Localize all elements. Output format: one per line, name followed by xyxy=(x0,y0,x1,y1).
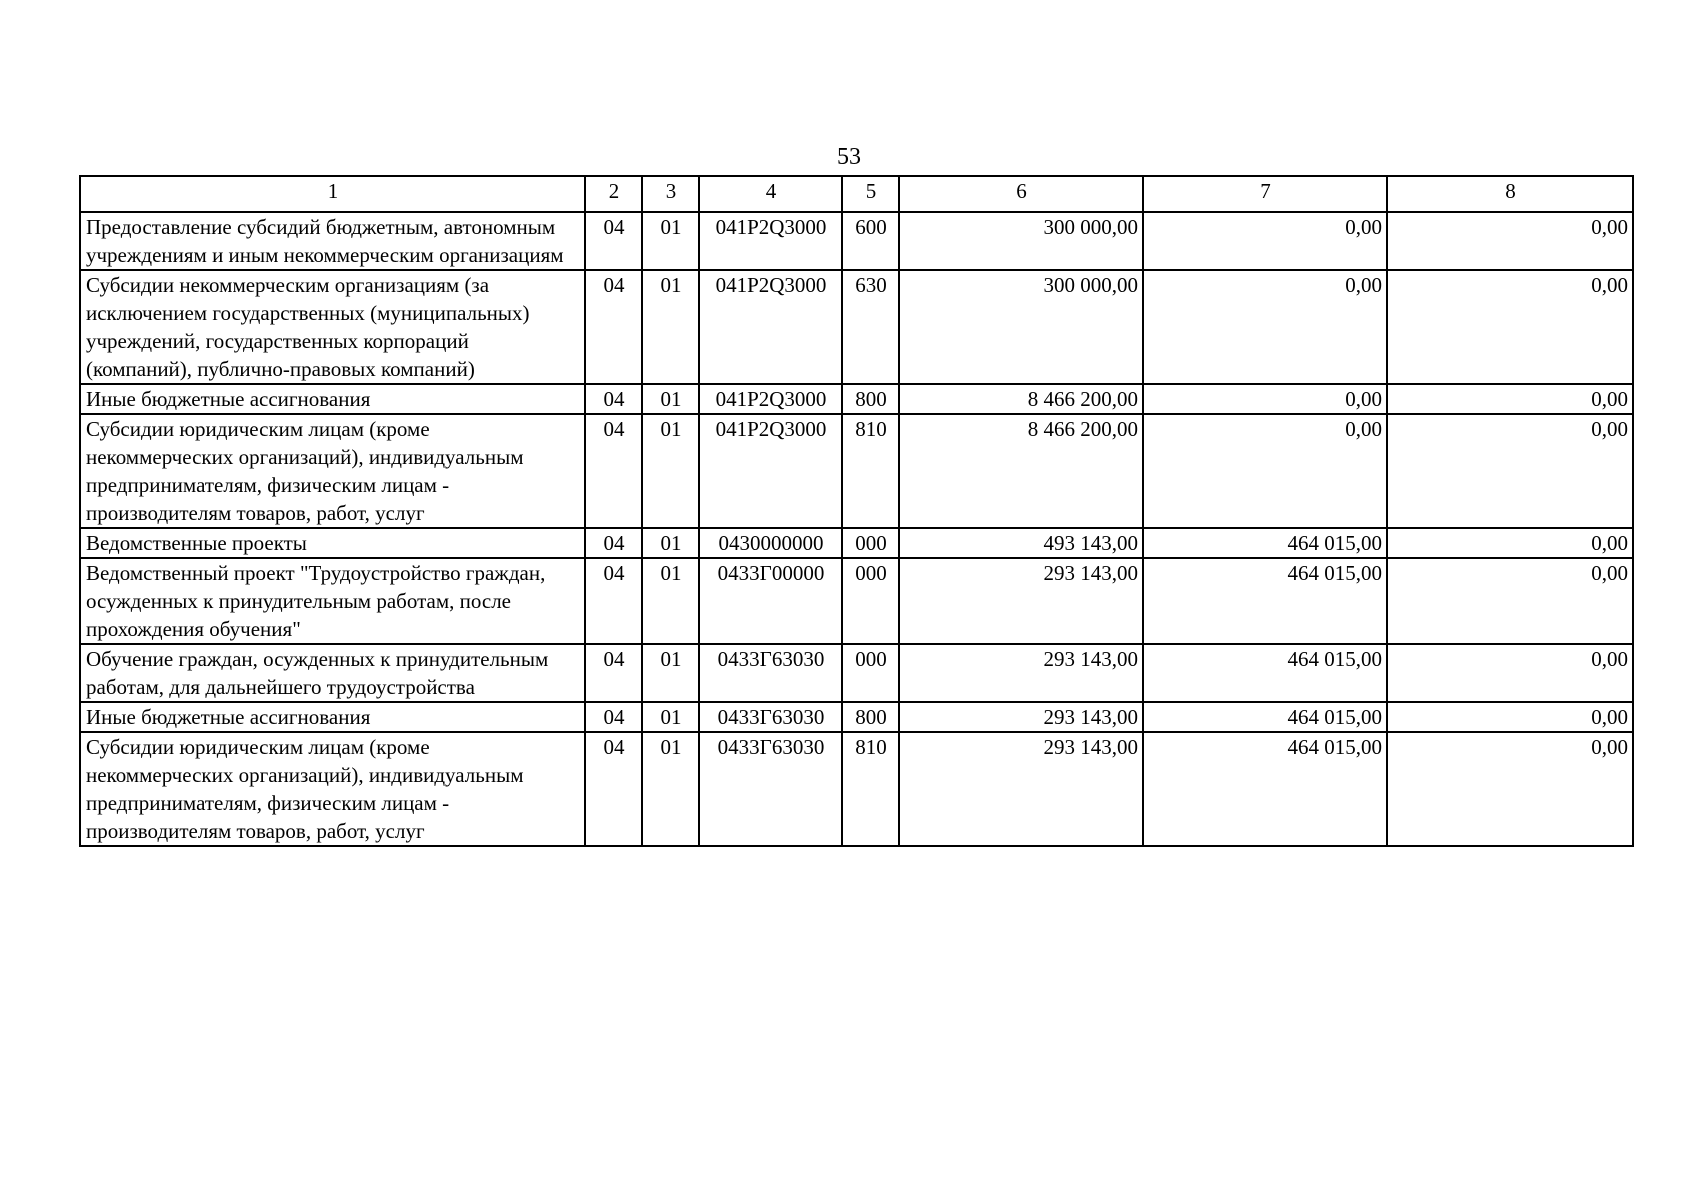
amount-col7-cell: 464 015,00 xyxy=(1143,702,1387,732)
amount-col7-cell: 464 015,00 xyxy=(1143,558,1387,644)
header-cell: 5 xyxy=(842,176,899,212)
target-article-cell: 041P2Q3000 xyxy=(699,212,842,270)
expense-type-cell: 000 xyxy=(842,558,899,644)
table-row xyxy=(80,270,1633,384)
section-code-cell: 04 xyxy=(585,644,642,702)
section-code-cell: 04 xyxy=(585,732,642,846)
subsection-code-cell: 01 xyxy=(642,384,699,414)
section-code-cell: 04 xyxy=(585,558,642,644)
target-article-cell: 041P2Q3000 xyxy=(699,414,842,528)
target-article-cell: 0433Г63030 xyxy=(699,732,842,846)
row-name-cell: Субсидии юридическим лицам (кроме некоммерческих организаций), индивидуальным предпринимателям, физическим лицам - производителям товаров, работ, услуг xyxy=(80,414,585,528)
subsection-code-cell: 01 xyxy=(642,702,699,732)
target-article-cell: 041P2Q3000 xyxy=(699,270,842,384)
subsection-code-cell: 01 xyxy=(642,212,699,270)
amount-col8-cell: 0,00 xyxy=(1387,644,1633,702)
amount-col8-cell: 0,00 xyxy=(1387,384,1633,414)
expense-type-cell: 600 xyxy=(842,212,899,270)
header-cell: 7 xyxy=(1143,176,1387,212)
header-cell: 2 xyxy=(585,176,642,212)
expense-type-cell: 810 xyxy=(842,732,899,846)
section-code-cell: 04 xyxy=(585,270,642,384)
table-row xyxy=(80,558,1633,644)
amount-col6-cell: 300 000,00 xyxy=(899,270,1143,384)
amount-col6-cell: 300 000,00 xyxy=(899,212,1143,270)
row-name-cell: Ведомственные проекты xyxy=(80,528,585,558)
subsection-code-cell: 01 xyxy=(642,528,699,558)
amount-col7-cell: 0,00 xyxy=(1143,212,1387,270)
subsection-code-cell: 01 xyxy=(642,270,699,384)
amount-col7-cell: 464 015,00 xyxy=(1143,732,1387,846)
header-cell: 8 xyxy=(1387,176,1633,212)
amount-col8-cell: 0,00 xyxy=(1387,558,1633,644)
section-code-cell: 04 xyxy=(585,414,642,528)
header-cell: 3 xyxy=(642,176,699,212)
amount-col6-cell: 8 466 200,00 xyxy=(899,414,1143,528)
budget-table xyxy=(79,175,1634,847)
amount-col8-cell: 0,00 xyxy=(1387,732,1633,846)
expense-type-cell: 800 xyxy=(842,384,899,414)
row-name-cell: Ведомственный проект "Трудоустройство граждан, осужденных к принудительным работам, после прохождения обучения" xyxy=(80,558,585,644)
amount-col8-cell: 0,00 xyxy=(1387,212,1633,270)
subsection-code-cell: 01 xyxy=(642,644,699,702)
amount-col7-cell: 0,00 xyxy=(1143,270,1387,384)
target-article-cell: 0433Г63030 xyxy=(699,702,842,732)
row-name-cell: Субсидии некоммерческим организациям (за исключением государственных (муниципальных) учреждений, государственных корпораций (компаний), публично-правовых компаний) xyxy=(80,270,585,384)
expense-type-cell: 810 xyxy=(842,414,899,528)
table-row xyxy=(80,528,1633,558)
amount-col6-cell: 293 143,00 xyxy=(899,558,1143,644)
target-article-cell: 0433Г63030 xyxy=(699,644,842,702)
table-row xyxy=(80,644,1633,702)
header-cell: 1 xyxy=(80,176,585,212)
amount-col6-cell: 293 143,00 xyxy=(899,732,1143,846)
table-row xyxy=(80,702,1633,732)
amount-col8-cell: 0,00 xyxy=(1387,528,1633,558)
row-name-cell: Субсидии юридическим лицам (кроме некоммерческих организаций), индивидуальным предпринимателям, физическим лицам - производителям товаров, работ, услуг xyxy=(80,732,585,846)
amount-col7-cell: 464 015,00 xyxy=(1143,528,1387,558)
amount-col8-cell: 0,00 xyxy=(1387,702,1633,732)
table-row xyxy=(80,732,1633,846)
section-code-cell: 04 xyxy=(585,528,642,558)
row-name-cell: Иные бюджетные ассигнования xyxy=(80,702,585,732)
amount-col6-cell: 293 143,00 xyxy=(899,702,1143,732)
amount-col8-cell: 0,00 xyxy=(1387,414,1633,528)
row-name-cell: Предоставление субсидий бюджетным, автономным учреждениям и иным некоммерческим организациям xyxy=(80,212,585,270)
header-cell: 4 xyxy=(699,176,842,212)
amount-col7-cell: 0,00 xyxy=(1143,414,1387,528)
amount-col8-cell: 0,00 xyxy=(1387,270,1633,384)
amount-col6-cell: 293 143,00 xyxy=(899,644,1143,702)
amount-col7-cell: 0,00 xyxy=(1143,384,1387,414)
expense-type-cell: 000 xyxy=(842,528,899,558)
amount-col6-cell: 493 143,00 xyxy=(899,528,1143,558)
header-cell: 6 xyxy=(899,176,1143,212)
subsection-code-cell: 01 xyxy=(642,732,699,846)
section-code-cell: 04 xyxy=(585,212,642,270)
header-row xyxy=(80,176,1633,212)
table-row xyxy=(80,384,1633,414)
expense-type-cell: 800 xyxy=(842,702,899,732)
amount-col7-cell: 464 015,00 xyxy=(1143,644,1387,702)
subsection-code-cell: 01 xyxy=(642,414,699,528)
target-article-cell: 041P2Q3000 xyxy=(699,384,842,414)
target-article-cell: 0433Г00000 xyxy=(699,558,842,644)
section-code-cell: 04 xyxy=(585,384,642,414)
expense-type-cell: 000 xyxy=(842,644,899,702)
expense-type-cell: 630 xyxy=(842,270,899,384)
row-name-cell: Обучение граждан, осужденных к принудительным работам, для дальнейшего трудоустройства xyxy=(80,644,585,702)
section-code-cell: 04 xyxy=(585,702,642,732)
subsection-code-cell: 01 xyxy=(642,558,699,644)
page-number: 53 xyxy=(837,144,861,170)
table-row xyxy=(80,414,1633,528)
table-row xyxy=(80,212,1633,270)
target-article-cell: 0430000000 xyxy=(699,528,842,558)
row-name-cell: Иные бюджетные ассигнования xyxy=(80,384,585,414)
amount-col6-cell: 8 466 200,00 xyxy=(899,384,1143,414)
